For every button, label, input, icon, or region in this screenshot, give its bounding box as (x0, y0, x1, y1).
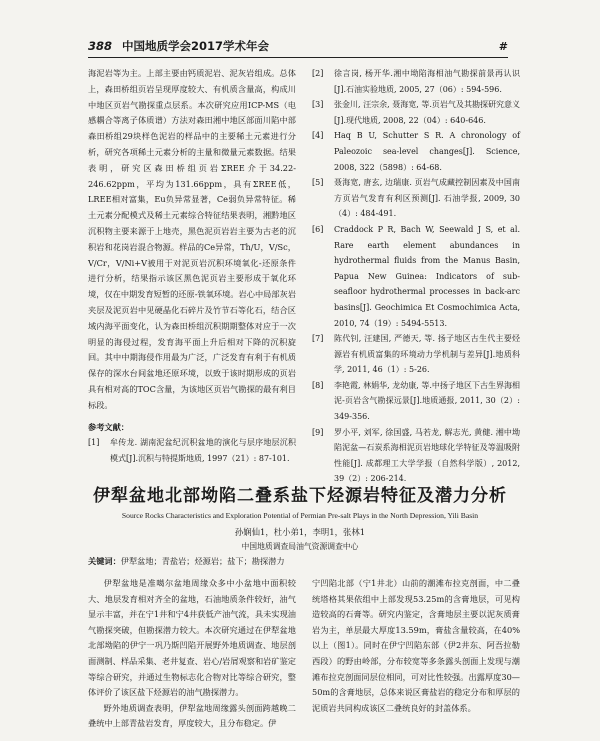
article-title-cn: 伊犁盆地北部坳陷二叠系盐下烃源岩特征及潜力分析 (93, 486, 507, 506)
references-heading: 参考文献： (88, 421, 129, 432)
body-paragraph: 野外地质调查表明，伊犁盆地周缘露头剖面跨越晚二叠统中上部青盐岩发育，厚度较大，且分布稳定。伊 (88, 702, 296, 729)
reference-item: [1] 牟传龙. 湖南泥盆纪沉积盆地的演化与层序地层沉积模式[J].沉积与特提斯地质, 1997（21）: 87-101. (88, 438, 296, 463)
header-rule (88, 57, 508, 58)
reference-item: [8] 李艳霞, 林娟华, 龙幼康, 等.中扬子地区下古生界海相泥-页岩含气勘探远景[J].地质通报, 2011, 30（2）: 349-356. (312, 380, 520, 422)
article-title-en: Source Rocks Characteristics and Exploration Potential of Permian Pre-salt Plays in the North Depression, Yili Basin (121, 511, 479, 520)
keywords-label: 关键词： (88, 556, 121, 566)
top-right-column (312, 66, 520, 487)
body-paragraph: 伊犁盆地是准噶尔盆地周缘众多中小盆地中面积较大、地层发育相对齐全的盆地，石油地质条件较好，油气显示丰富，并在宁1井和宁4井获低产油气流，具未实现油气勘探突破，但勘探潜力较大。本次研究通过在伊犁盆地北部坳陷的伊宁一巩乃斯凹陷开展野外地质调查、地层剖面测制、样品采集、老井复查、岩心/岩屑观察和岩矿鉴定等综合研究，并通过生物标志化合物对比等综合研究，整体评价了该区盐下烃源岩的油气勘探潜力。 (88, 578, 296, 698)
reference-item: [3] 张金川, 汪宗余, 聂海宽, 等.页岩气及其勘探研究意义[J].现代地质, 2008, 22（04）: 640-646. (312, 100, 520, 125)
reference-item: [7] 陈代钊, 汪建国, 严德天, 等. 扬子地区古生代主要烃源岩有机质富集的环境动力学机制与差异[J].地质科学, 2011, 46（1）: 5-26. (312, 334, 520, 375)
body-paragraph: 宁凹陷北部（宁1井北）山前的潮滩布拉克剖面，中二叠统塔格其果依组中上部发现53.25m的含膏地层，可见构造较高的石膏等。研究内鉴定，含膏地层主要以泥灰质膏岩为主，单层最大厚度13.59m，膏盐含量较高，在40%以上（图1）。同时在伊宁凹陷东部（伊2井东、阿吾拉勒西段）的野由岭部，分布较宽等多条露头剖面上发现与潮滩布拉克剖面同层位相同，可对比性较强。出露厚度30—50m的含膏地层，总体来说区膏盐岩的稳定分布和厚层的泥质岩共同构成该区二叠统良好的封盖体系。 (312, 578, 520, 713)
top-left-column (88, 66, 296, 467)
page-number: 388 (88, 39, 113, 53)
body-paragraph: 海泥岩等为主。上部主要由钙质泥岩、泥灰岩组成。总体上，森田桥组页岩呈现厚度较大、有机质含量高，构成川中地区页岩气勘探重点层系。本次研究应用ICP-MS（电感耦合等离子体质谱）方法对森田湘中地区部面川陷中部森田桥组29块样色泥岩的样品中的主要稀土元素进行分析，研究各项稀土元素分析的主量和微量元素数据。结果表明，研究区森田桥组页岩ΣREE介于34.22-246.62ppm，平均为131.66ppm，具有ΣREE低，LREE相对富集，Eu负异常显著，Ce弱负异常特征。稀土元素分配模式及稀土元素综合特征结果表明，湘黔地区沉积物主要来源于上地壳，黑色泥页岩岩主要为古老的沉积岩和花岗岩混合物源。样品的Ce异常，Th/U，V/Sc，V/Cr，V/Ni+V被用于对泥页岩沉积环境氧化-还原条件进行分析，结果指示该区黑色泥页岩主要形成于氧化环境，仅在中期发育短暂的还原-铁氧环境。岩心中局部灰岩夹层及泥页岩中见硬晶化石碎片及竹节石等化石，结合区域内海平面变化，认为森田桥组沉积期期整体对应于一次明显的海侵过程，发育海平面上升后相对下降的沉积旋回。其中中期海侵作用最为广泛，广泛发育有利于有机质保存的深水台间盆地还原环境，以致于该时期形成的页岩具有相对高的TOC含量，为该地区页岩气勘探的最有利目标段。 (88, 68, 296, 410)
article-authors: 孙娴仙1，杜小弟1，李明1，张林1 (234, 527, 366, 537)
running-header (88, 36, 508, 56)
header-mark: # (498, 40, 508, 53)
bottom-left-column (88, 576, 296, 732)
reference-item: [6] Craddock P R, Bach W, Seewald J S, et al. Rare earth element abundances in hydrothermal fluids from the Manus Basin, Papua New Guinea: Indicators of sub-seafloor hydrothermal processes in back-arc basins[J]. Geochimica Et Cosmochimica Acta, 2010, 74（19）: 5494-5513. (312, 224, 520, 328)
reference-item: [2] 徐言岗, 杨开华.湘中坳陷海相油气勘探前景再认识[J].石油实验地质, 2005, 27（06）: 594-596. (312, 69, 520, 94)
reference-item: [5] 聂海宽, 唐玄, 边瑞康. 页岩气成藏控制因素及中国南方页岩气发育有利区预测[J]. 石油学报, 2009, 30（4）: 484-491. (312, 178, 520, 219)
article-affiliation: 中国地质调查局油气资源调查中心 (241, 542, 359, 551)
reference-item: [4] Haq B U, Schutter S R. A chronology of Paleozoic sea-level changes[J]. Science, 2008, 322（5898）: 64-68. (312, 131, 520, 172)
keywords-text: 伊犁盆地；青盐岩；烃源岩；盐下；勘探潜力 (120, 556, 285, 566)
bottom-right-column (312, 576, 520, 716)
conference-name: 中国地质学会2017学术年会 (122, 39, 270, 53)
reference-item: [9] 罗小平, 刘军, 徐国盛, 马若龙, 解志光, 黄健. 湘中坳陷泥盆—石炭系海相泥页岩地球化学特征及等温吸附性能[J]. 成都理工大学学报（自然科学版）, 2012, 39（2）: 206-214. (312, 427, 520, 484)
article-keywords (88, 556, 508, 567)
